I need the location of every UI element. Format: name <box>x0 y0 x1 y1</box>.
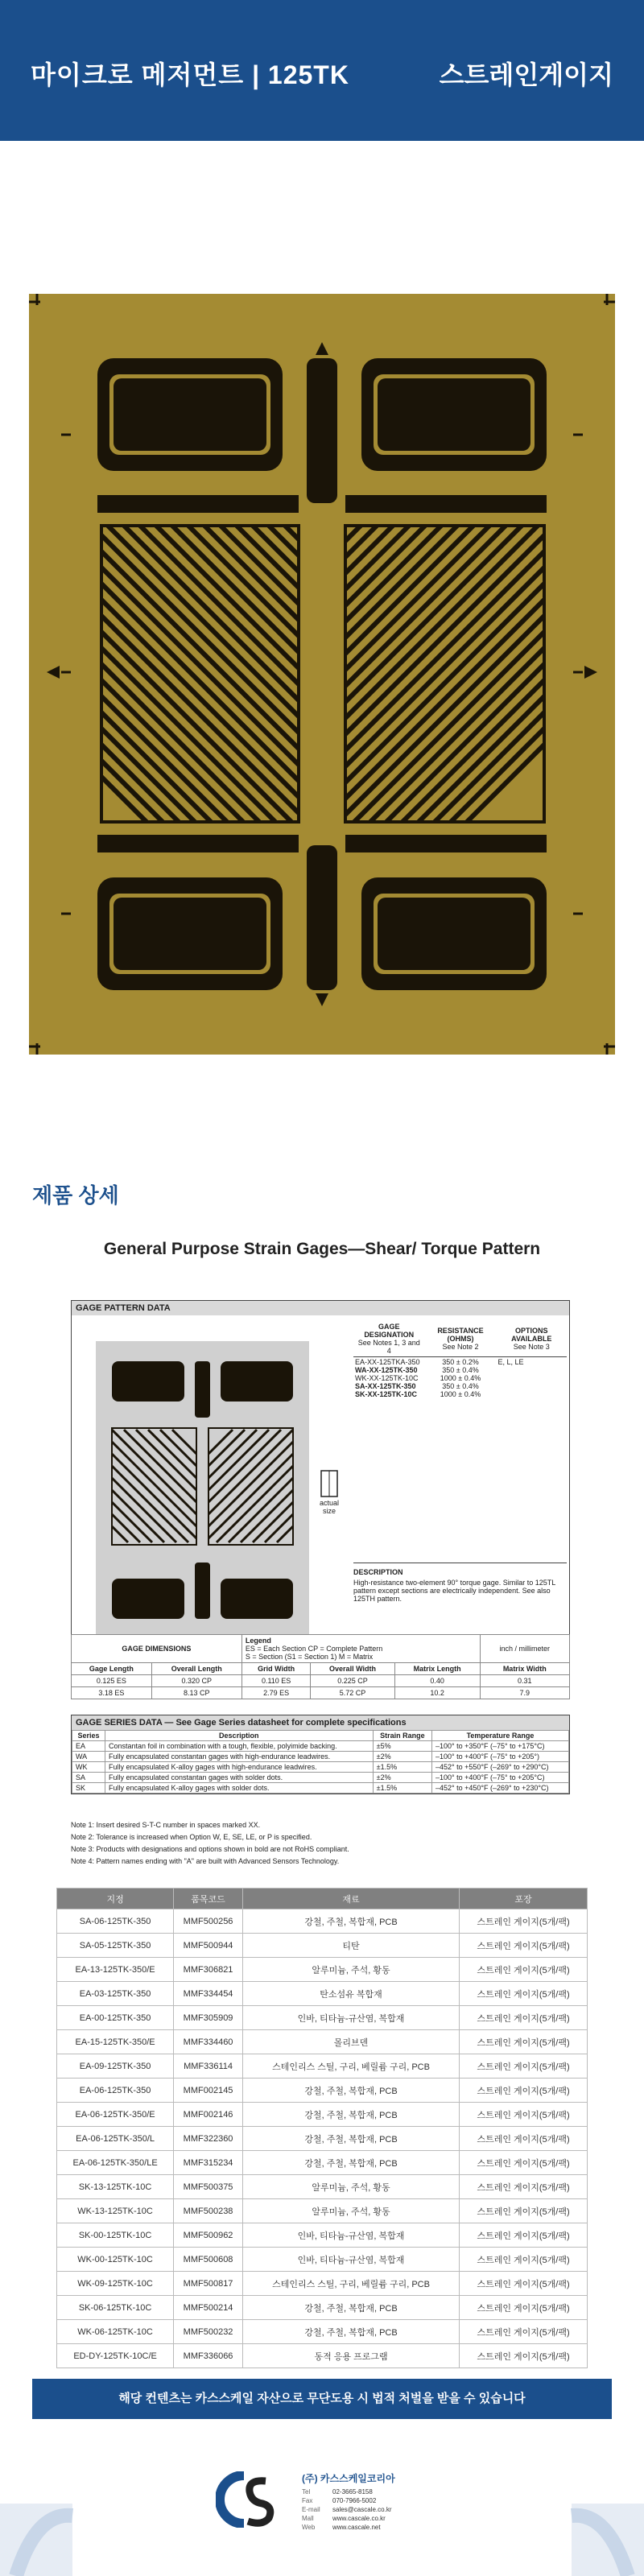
note: Note 1: Insert desired S-T-C number in spaces marked XX. <box>71 1821 261 1829</box>
table-cell: EA-06-125TK-350/LE <box>57 2151 174 2175</box>
pattern-thumbnail <box>96 1341 309 1639</box>
table-cell: 스트레인 게이지(5개/팩) <box>460 2175 588 2199</box>
table-cell: EA-06-125TK-350 <box>57 2079 174 2103</box>
page-title: 마이크로 메저먼트 | 125TK <box>31 60 349 89</box>
series-panel <box>71 1715 570 1794</box>
table-cell: MMF334454 <box>174 1982 243 2006</box>
dim-col: Overall Width <box>311 1663 394 1675</box>
designation-table <box>353 1321 567 1399</box>
gage-photo <box>29 294 615 1055</box>
table-cell: MMF500214 <box>174 2296 243 2320</box>
series-row: EA Constantan foil in combination with a tough, flexible, polyimide backing. ±5% –100° to +350°F (–75° to +175°C) <box>72 1741 569 1752</box>
table-row <box>57 2199 588 2223</box>
table-cell: MMF002145 <box>174 2079 243 2103</box>
table-cell: 동적 응용 프로그램 <box>242 2344 459 2368</box>
table-cell: 스트레인 게이지(5개/팩) <box>460 2151 588 2175</box>
series-col: Temperature Range <box>432 1731 569 1741</box>
table-cell: 스트레인 게이지(5개/팩) <box>460 2296 588 2320</box>
dim-col: Matrix Length <box>394 1663 480 1675</box>
table-cell: MMF500944 <box>174 1934 243 1958</box>
table-cell: 강철, 주철, 복합재, PCB <box>242 2103 459 2127</box>
category-label: 스트레인게이지 <box>439 60 613 89</box>
table-cell: 스트레인 게이지(5개/팩) <box>460 1934 588 1958</box>
dim-cell: 0.40 <box>394 1675 480 1687</box>
table-cell: 강철, 주철, 복합재, PCB <box>242 2151 459 2175</box>
note: Note 4: Pattern names ending with "A" are built with Advanced Sensors Technology. <box>71 1857 340 1865</box>
table-cell: 스트레인 게이지(5개/팩) <box>460 1982 588 2006</box>
table-cell: 인바, 티타늄-규산염, 복합재 <box>242 2223 459 2248</box>
table-cell: MMF500962 <box>174 2223 243 2248</box>
table-row <box>57 1982 588 2006</box>
table-cell: 스트레인 게이지(5개/팩) <box>460 2103 588 2127</box>
table-row <box>57 2151 588 2175</box>
table-cell: MMF500232 <box>174 2320 243 2344</box>
table-cell: 스트레인 게이지(5개/팩) <box>460 2344 588 2368</box>
table-cell: WK-00-125TK-10C <box>57 2248 174 2272</box>
table-row <box>57 2296 588 2320</box>
dims-head: GAGE DIMENSIONS <box>72 1635 242 1663</box>
notes <box>71 1819 570 1868</box>
table-row <box>57 2344 588 2368</box>
table-row <box>57 2175 588 2199</box>
actual-size-label: actual size <box>313 1470 345 1515</box>
col-designation: 지정 <box>57 1889 174 1909</box>
dim-cell: 0.320 CP <box>151 1675 242 1687</box>
table-cell: EA-06-125TK-350/E <box>57 2103 174 2127</box>
dim-col: Overall Length <box>151 1663 242 1675</box>
table-cell: WK-06-125TK-10C <box>57 2320 174 2344</box>
table-cell: EA-03-125TK-350 <box>57 1982 174 2006</box>
col-packaging: 포장 <box>460 1889 588 1909</box>
table-cell: MMF500375 <box>174 2175 243 2199</box>
cas-logo-icon <box>216 2471 280 2528</box>
series-head: GAGE SERIES DATA — See Gage Series datasheet for complete specifications <box>72 1715 569 1730</box>
resistance-list: 350 ± 0.2% 350 ± 0.4% 1000 ± 0.4% 350 ± 0.4% 1000 ± 0.4% <box>440 1358 481 1398</box>
table-cell: MMF322360 <box>174 2127 243 2151</box>
table-row <box>57 2006 588 2030</box>
company-name: (주) 카스스케일코리아 <box>302 2473 395 2484</box>
copyright-notice: 해당 컨텐츠는 카스스케일 자산으로 무단도용 시 법적 처벌을 받을 수 있습니다 <box>32 2379 612 2419</box>
table-cell: WK-13-125TK-10C <box>57 2199 174 2223</box>
table-cell: 티탄 <box>242 1934 459 1958</box>
units: inch / millimeter <box>480 1635 569 1663</box>
dim-col: Matrix Width <box>480 1663 569 1675</box>
col-material: 재료 <box>242 1889 459 1909</box>
col-resistance: RESISTANCE (OHMS) See Note 2 <box>424 1321 496 1357</box>
table-cell: EA-06-125TK-350/L <box>57 2127 174 2151</box>
table-cell: 강철, 주철, 복합재, PCB <box>242 1909 459 1934</box>
table-row <box>57 2054 588 2079</box>
table-cell: 알루미늄, 주석, 황동 <box>242 1958 459 1982</box>
page-header <box>0 0 644 141</box>
table-cell: 스트레인 게이지(5개/팩) <box>460 1958 588 1982</box>
table-cell: 스트레인 게이지(5개/팩) <box>460 2248 588 2272</box>
table-cell: 스테인리스 스틸, 구리, 베릴륨 구리, PCB <box>242 2054 459 2079</box>
table-row <box>57 2079 588 2103</box>
gage-pattern-panel <box>71 1300 570 1686</box>
table-cell: 알루미늄, 주석, 황동 <box>242 2175 459 2199</box>
table-cell: MMF334460 <box>174 2030 243 2054</box>
table-cell: WK-09-125TK-10C <box>57 2272 174 2296</box>
table-cell: 스트레인 게이지(5개/팩) <box>460 2079 588 2103</box>
table-cell: 스테인리스 스틸, 구리, 베릴륨 구리, PCB <box>242 2272 459 2296</box>
dim-cell: 5.72 CP <box>311 1687 394 1699</box>
product-table <box>56 1888 588 2368</box>
dim-cell: 10.2 <box>394 1687 480 1699</box>
table-cell: SK-13-125TK-10C <box>57 2175 174 2199</box>
series-row: SK Fully encapsulated K-alloy gages with solder dots. ±1.5% –452° to +450°F (–269° to +230°C) <box>72 1783 569 1794</box>
table-row <box>57 2248 588 2272</box>
dim-cell: 0.225 CP <box>311 1675 394 1687</box>
table-cell: MMF336114 <box>174 2054 243 2079</box>
note: Note 2: Tolerance is increased when Option W, E, SE, LE, or P is specified. <box>71 1833 312 1841</box>
series-col: Series <box>72 1731 105 1741</box>
table-row <box>57 1909 588 1934</box>
table-cell: 스트레인 게이지(5개/팩) <box>460 1909 588 1934</box>
series-row: SA Fully encapsulated constantan gages with solder dots. ±2% –100° to +400°F (–75° to +205°C) <box>72 1773 569 1783</box>
designation-list: EA-XX-125TKA-350 WA-XX-125TK-350 WK-XX-125TK-10C SA-XX-125TK-350 SK-XX-125TK-10C <box>355 1358 420 1398</box>
dim-cell: 7.9 <box>480 1687 569 1699</box>
table-cell: MMF315234 <box>174 2151 243 2175</box>
table-row <box>57 2223 588 2248</box>
series-col: Description <box>105 1731 373 1741</box>
table-cell: 스트레인 게이지(5개/팩) <box>460 2054 588 2079</box>
gage-pattern-image <box>29 294 615 1055</box>
table-cell: MMF306821 <box>174 1958 243 1982</box>
col-designation: GAGE DESIGNATION See Notes 1, 3 and 4 <box>353 1321 424 1357</box>
actual-size-icon <box>320 1470 338 1497</box>
dim-cell: 3.18 ES <box>72 1687 152 1699</box>
table-cell: 스트레인 게이지(5개/팩) <box>460 2272 588 2296</box>
table-cell: 알루미늄, 주석, 황동 <box>242 2199 459 2223</box>
dim-cell: 8.13 CP <box>151 1687 242 1699</box>
table-cell: MMF500608 <box>174 2248 243 2272</box>
table-row <box>57 2030 588 2054</box>
table-cell: EA-09-125TK-350 <box>57 2054 174 2079</box>
footer <box>0 2463 644 2576</box>
table-cell: SK-06-125TK-10C <box>57 2296 174 2320</box>
table-cell: 인바, 티타늄-규산염, 복합재 <box>242 2248 459 2272</box>
table-row <box>57 2272 588 2296</box>
table-cell: 스트레인 게이지(5개/팩) <box>460 2127 588 2151</box>
datasheet <box>64 1232 580 1259</box>
table-cell: 스트레인 게이지(5개/팩) <box>460 2320 588 2344</box>
table-cell: MMF500817 <box>174 2272 243 2296</box>
table-cell: 강철, 주철, 복합재, PCB <box>242 2296 459 2320</box>
table-row <box>57 1958 588 1982</box>
table-cell: 강철, 주철, 복합재, PCB <box>242 2079 459 2103</box>
table-cell: SA-05-125TK-350 <box>57 1934 174 1958</box>
series-col: Strain Range <box>373 1731 431 1741</box>
table-cell: MMF500256 <box>174 1909 243 1934</box>
table-cell: MMF305909 <box>174 2006 243 2030</box>
table-cell: 스트레인 게이지(5개/팩) <box>460 2006 588 2030</box>
table-cell: MMF002146 <box>174 2103 243 2127</box>
dim-cell: 0.125 ES <box>72 1675 152 1687</box>
table-row <box>57 2127 588 2151</box>
dimensions-table <box>71 1634 570 1699</box>
table-cell: 인바, 티타늄-규산염, 복합재 <box>242 2006 459 2030</box>
options-value: E, L, LE <box>497 1358 524 1366</box>
dim-cell: 0.31 <box>480 1675 569 1687</box>
pattern-head: GAGE PATTERN DATA <box>72 1301 569 1315</box>
dim-cell: 0.110 ES <box>242 1675 311 1687</box>
table-row <box>57 1934 588 1958</box>
table-cell: 스트레인 게이지(5개/팩) <box>460 2223 588 2248</box>
table-cell: 강철, 주철, 복합재, PCB <box>242 2127 459 2151</box>
table-cell: 스트레인 게이지(5개/팩) <box>460 2030 588 2054</box>
table-cell: SA-06-125TK-350 <box>57 1909 174 1934</box>
table-cell: 탄소섬유 복합재 <box>242 1982 459 2006</box>
dim-cell: 2.79 ES <box>242 1687 311 1699</box>
table-row <box>57 2103 588 2127</box>
table-cell: ED-DY-125TK-10C/E <box>57 2344 174 2368</box>
dim-col: Gage Length <box>72 1663 152 1675</box>
legend: Legend ES = Each Section CP = Complete Pattern S = Section (S1 = Section 1) M = Matrix <box>242 1635 480 1663</box>
table-cell: MMF336066 <box>174 2344 243 2368</box>
table-cell: EA-00-125TK-350 <box>57 2006 174 2030</box>
table-row <box>57 2320 588 2344</box>
table-cell: MMF500238 <box>174 2199 243 2223</box>
series-row: WK Fully encapsulated K-alloy gages with high-endurance leadwires. ±1.5% –452° to +550°F (–269° to +290°C) <box>72 1762 569 1773</box>
table-cell: 스트레인 게이지(5개/팩) <box>460 2199 588 2223</box>
contact-list: Tel 02-3665-8158 Fax 070-7966-5002 E-mail sales@cascale.co.kr Mall www.cascale.co.kr Web www.cascale.net <box>302 2488 392 2531</box>
note: Note 3: Products with designations and options shown in bold are not RoHS compliant. <box>71 1845 349 1853</box>
table-cell: 강철, 주철, 복합재, PCB <box>242 2320 459 2344</box>
series-row: WA Fully encapsulated constantan gages with high-endurance leadwires. ±2% –100° to +400°F (–75° to +205°) <box>72 1752 569 1762</box>
table-cell: EA-13-125TK-350/E <box>57 1958 174 1982</box>
dim-col: Grid Width <box>242 1663 311 1675</box>
table-cell: SK-00-125TK-10C <box>57 2223 174 2248</box>
datasheet-title: General Purpose Strain Gages—Shear/ Torque Pattern <box>103 1240 541 1258</box>
table-cell: EA-15-125TK-350/E <box>57 2030 174 2054</box>
col-options: OPTIONS AVAILABLE See Note 3 <box>497 1321 567 1357</box>
table-cell: 몰리브덴 <box>242 2030 459 2054</box>
description: DESCRIPTION High-resistance two-element 90° torque gage. Similar to 125TL pattern except sections are electrically independent. See also 125TH pattern. <box>353 1563 567 1603</box>
col-item-code: 품목코드 <box>174 1889 243 1909</box>
section-title: 제품 상세 <box>32 1183 119 1208</box>
